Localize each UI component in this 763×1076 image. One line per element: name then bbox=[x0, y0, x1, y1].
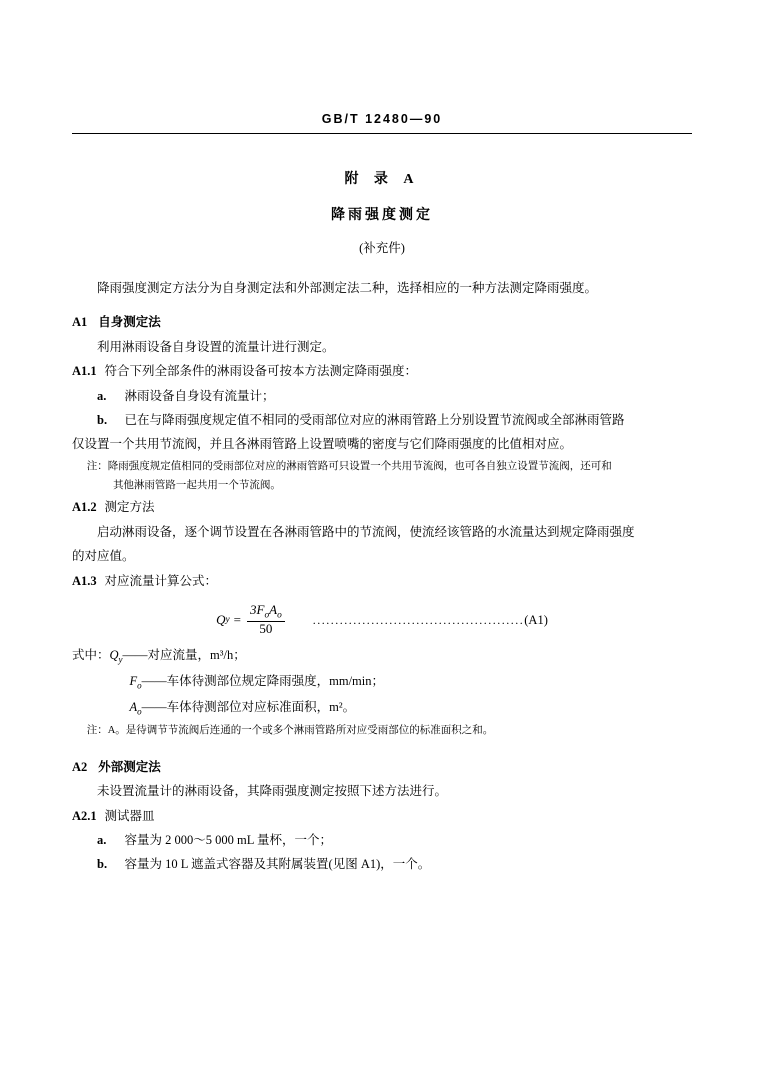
item-text: 已在与降雨强度规定值不相同的受雨部位对应的淋雨管路上分别设置节流阀或全部淋雨管路 bbox=[124, 412, 625, 427]
header-rule bbox=[72, 133, 692, 134]
appendix-label: 附 录 A bbox=[344, 172, 420, 187]
subsection-number-a2-1: A2.1 bbox=[72, 808, 97, 823]
def-symbol: F bbox=[129, 674, 138, 689]
numerator-part2: A bbox=[269, 601, 278, 617]
standard-code: GB/T 12480—90 bbox=[321, 112, 443, 126]
definition-line bbox=[72, 695, 692, 721]
intro-paragraph: 降雨强度测定方法分为自身测定法和外部测定法二种，选择相应的一种方法测定降雨强度。 bbox=[97, 281, 598, 295]
numerator-sub2: o bbox=[277, 610, 282, 621]
formula-fraction bbox=[247, 603, 285, 637]
def-text: 车体待测部位规定降雨强度，mm/min； bbox=[166, 674, 385, 689]
note-a1-3: 注：A。是待调节节流阀后连通的一个或多个淋雨管路所对应受雨部位的标准面积之和。 bbox=[86, 725, 494, 737]
section-a1-lead: 利用淋雨设备自身设置的流量计进行测定。 bbox=[97, 339, 335, 354]
item-label: b. bbox=[97, 857, 108, 872]
subsection-number-a1-1: A1.1 bbox=[72, 364, 97, 379]
page-header bbox=[72, 0, 692, 134]
page-content bbox=[72, 0, 692, 877]
subsection-number-a1-3: A1.3 bbox=[72, 573, 97, 588]
subsection-a1-1 bbox=[72, 359, 692, 383]
formula-lhs: Q bbox=[216, 612, 226, 628]
def-symbol-sub: o bbox=[137, 680, 142, 691]
list-item bbox=[72, 852, 692, 876]
formula-where-line bbox=[72, 643, 692, 669]
def-symbol-sub: o bbox=[137, 706, 142, 717]
list-item bbox=[72, 384, 692, 408]
subsection-a1-2-body: 启动淋雨设备，逐个调节设置在各淋雨管路中的节流阀，使流经该管路的水流量达到规定降雨强度 bbox=[97, 524, 635, 539]
section-label-a2: 外部测定法 bbox=[98, 759, 161, 774]
numerator-sub1: o bbox=[264, 610, 270, 621]
formula-denominator: 50 bbox=[259, 621, 273, 637]
numerator-part1: 3F bbox=[250, 601, 265, 617]
section-label-a1: 自身测定法 bbox=[98, 315, 161, 330]
item-label: b. bbox=[97, 412, 108, 427]
item-text: 容量为 2 000～5 000 mL 量杯，一个； bbox=[124, 832, 333, 847]
subsection-text-a2-1: 测试器皿 bbox=[104, 808, 155, 823]
list-item bbox=[72, 828, 692, 852]
subsection-number-a1-2: A1.2 bbox=[72, 500, 97, 515]
subsection-a1-3 bbox=[72, 569, 692, 593]
item-text: 容量为 10 L 遮盖式容器及其附属装置(见图 A1)，一个。 bbox=[124, 857, 431, 872]
formula-numerator bbox=[247, 603, 285, 622]
section-heading-a1 bbox=[72, 310, 692, 334]
formula-leader-dots: ............................................... bbox=[312, 612, 525, 627]
def-dash: —— bbox=[141, 700, 167, 715]
def-dash: —— bbox=[141, 674, 167, 689]
formula-number: (A1) bbox=[524, 612, 548, 627]
formula-lhs-sub: y bbox=[225, 615, 230, 626]
subsection-a1-2 bbox=[72, 495, 692, 519]
def-dash: —— bbox=[122, 648, 148, 663]
def-symbol: A bbox=[129, 700, 138, 715]
definition-line bbox=[72, 669, 692, 695]
note-a1-1-continued: 其他淋雨管路一起共用一个节流阀。 bbox=[112, 480, 281, 492]
section-number-a2: A2 bbox=[72, 759, 88, 774]
def-symbol: Q bbox=[109, 648, 119, 663]
formula-equals: = bbox=[233, 612, 242, 628]
item-text: 淋雨设备自身设有流量计； bbox=[124, 388, 275, 403]
subsection-text-a1-2: 测定方法 bbox=[104, 500, 155, 515]
subsection-a1-2-body-continued: 的对应值。 bbox=[72, 549, 135, 564]
def-text: 车体待测部位对应标准面积，m²。 bbox=[166, 700, 356, 715]
subsection-text-a1-3: 对应流量计算公式： bbox=[104, 573, 218, 588]
subsection-a2-1 bbox=[72, 804, 692, 828]
section-a2-lead: 未设置流量计的淋雨设备，其降雨强度测定按照下述方法进行。 bbox=[97, 784, 448, 799]
formula-expression bbox=[216, 603, 548, 637]
item-text-continued: 仅设置一个共用节流阀，并且各淋雨管路上设置喷嘴的密度与它们降雨强度的比值相对应。 bbox=[72, 437, 573, 452]
section-heading-a2 bbox=[72, 755, 692, 779]
formula-a1 bbox=[72, 603, 692, 637]
where-label: 式中： bbox=[72, 648, 110, 663]
page-subtitle: (补充件) bbox=[359, 241, 405, 255]
item-label: a. bbox=[97, 832, 107, 847]
item-label: a. bbox=[97, 388, 107, 403]
def-text: 对应流量，m³/h； bbox=[147, 648, 246, 663]
subsection-text-a1-1: 符合下列全部条件的淋雨设备可按本方法测定降雨强度： bbox=[104, 364, 418, 379]
note-a1-1: 注：降雨强度规定值相同的受雨部位对应的淋雨管路可只设置一个共用节流阀，也可各自独立设置节流阀，还可和 bbox=[86, 460, 612, 472]
page-title: 降雨强度测定 bbox=[331, 208, 433, 223]
list-item bbox=[72, 408, 692, 432]
def-symbol-sub: y bbox=[118, 654, 123, 665]
section-number-a1: A1 bbox=[72, 315, 88, 330]
